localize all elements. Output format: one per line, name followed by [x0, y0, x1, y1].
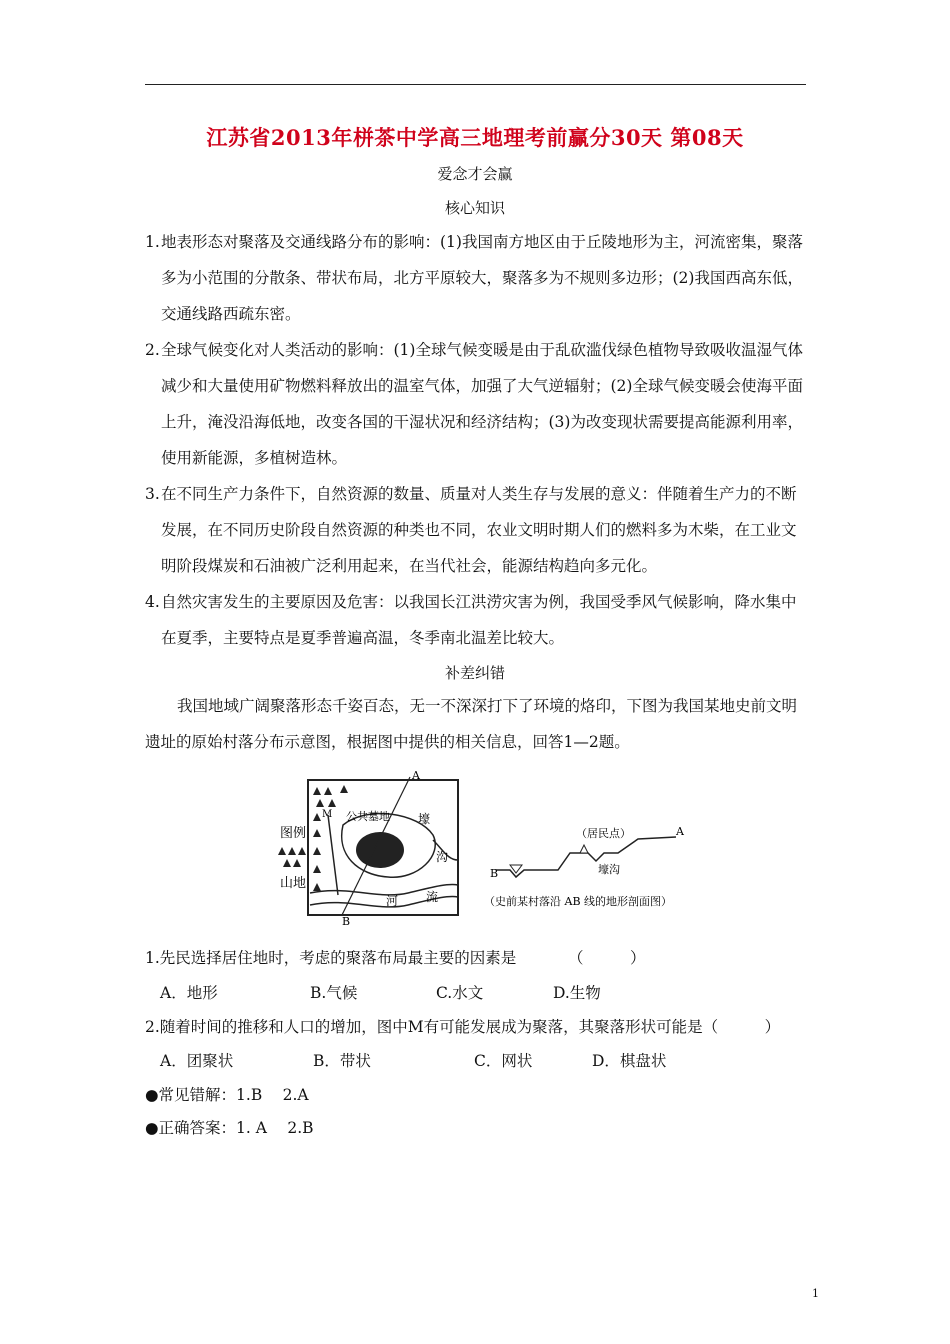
profile-caption: （史前某村落沿 AB 线的地形剖面图） [484, 895, 673, 908]
legend-item: 山地 [280, 876, 307, 891]
figure-svg [258, 765, 698, 925]
map-point-b: B [342, 915, 351, 925]
item-text: 在不同生产力条件下，自然资源的数量、质量对人类生存与发展的意义：伴随着生产力的不断发展，在不同历史阶段自然资源的种类也不同，农业文明时期人们的燃料多为木柴，在工业文明阶段煤炭和石油被广泛利用起来，在当代社会，能源结构趋向多元化。 [161, 485, 797, 575]
question-2-option-c: C．网状 [474, 1052, 533, 1070]
map-point-a: A [412, 769, 420, 782]
intro-paragraph: 我国地域广阔聚落形态千姿百态，无一不深深打下了环境的烙印，下图为我国某地史前文明遗址的原始村落分布示意图，根据图中提供的相关信息，回答1—2题。 [145, 697, 798, 751]
page-number: 1 [812, 1287, 819, 1300]
section-heading-review: 补差纠错 [444, 664, 505, 682]
map-road [328, 815, 338, 895]
map-label-gou: 沟 [436, 850, 449, 864]
item-number: 4. [145, 593, 160, 611]
map-label-cemetery: 公共墓地 [346, 810, 390, 823]
map-label-liu: 流 [426, 890, 439, 904]
question-1-stem: 1.先民选择居住地时，考虑的聚落布局最主要的因素是 [145, 949, 517, 967]
profile-settlement-label: （居民点） [576, 827, 631, 840]
profile-house-icon [580, 845, 588, 853]
profile-point-a: A [676, 825, 684, 838]
map-label-he: 河 [386, 894, 399, 908]
knowledge-item-3 [145, 476, 809, 584]
profile-line [496, 837, 676, 877]
map-point-m: M [322, 809, 333, 820]
question-1-option-d: D.生物 [553, 984, 601, 1002]
question-1-option-a: A．地形 [160, 984, 218, 1002]
profile-ditch-label: 壕沟 [598, 863, 620, 876]
knowledge-item-4 [145, 584, 809, 656]
item-text: 全球气候变化对人类活动的影响：(1)全球气候变暖是由于乱砍滥伐绿色植物导致吸收温湿气体减少和大量使用矿物燃料释放出的温室气体，加强了大气逆辐射；(2)全球气候变暖会使海平面上升，淹没沿海低地，改变各国的干湿状况和经济结构；(3)为改变现状需要提高能源利用率，使用新能源，多植树造林。 [161, 341, 803, 467]
knowledge-item-2 [145, 332, 809, 476]
question-1-bracket: （ ） [568, 949, 646, 967]
knowledge-item-1 [145, 224, 809, 332]
item-number: 3. [145, 485, 160, 503]
subtitle: 爱念才会赢 [437, 165, 513, 183]
item-text: 自然灾害发生的主要原因及危害：以我国长江洪涝灾害为例，我国受季风气候影响，降水集中在夏季，主要特点是夏季普遍高温，冬季南北温差比较大。 [161, 593, 797, 647]
item-number: 2. [145, 341, 160, 359]
question-2-option-d: D．棋盘状 [592, 1052, 667, 1070]
item-number: 1. [145, 233, 160, 251]
legend-title: 图例 [280, 826, 307, 841]
settlement-figure [258, 765, 698, 925]
correct-answers: ●正确答案：1. A 2.B [145, 1119, 314, 1137]
question-2-stem: 2.随着时间的推移和人口的增加，图中M有可能发展成为聚落，其聚落形状可能是（ ） [145, 1018, 781, 1036]
item-text: 地表形态对聚落及交通线路分布的影响：(1)我国南方地区由于丘陵地形为主，河流密集，聚落多为小范围的分散条、带状布局，北方平原较大，聚落多为不规则多边形；(2)我国西高东低，交通线路西疏东密。 [161, 233, 803, 323]
map-label-hao: 壕 [418, 812, 431, 826]
header-rule [145, 84, 806, 85]
question-2-option-a: A．团聚状 [160, 1052, 234, 1070]
page-title: 江苏省2013年栟茶中学高三地理考前赢分30天 第08天 [206, 125, 744, 150]
question-1-option-c: C.水文 [436, 984, 484, 1002]
profile-point-b: B [490, 867, 499, 880]
question-2-option-b: B．带状 [313, 1052, 371, 1070]
legend-mountain-icon [278, 847, 306, 867]
section-heading-core: 核心知识 [444, 199, 505, 217]
common-errors: ●常见错解：1.B 2.A [145, 1086, 309, 1104]
question-1-option-b: B.气候 [310, 984, 358, 1002]
